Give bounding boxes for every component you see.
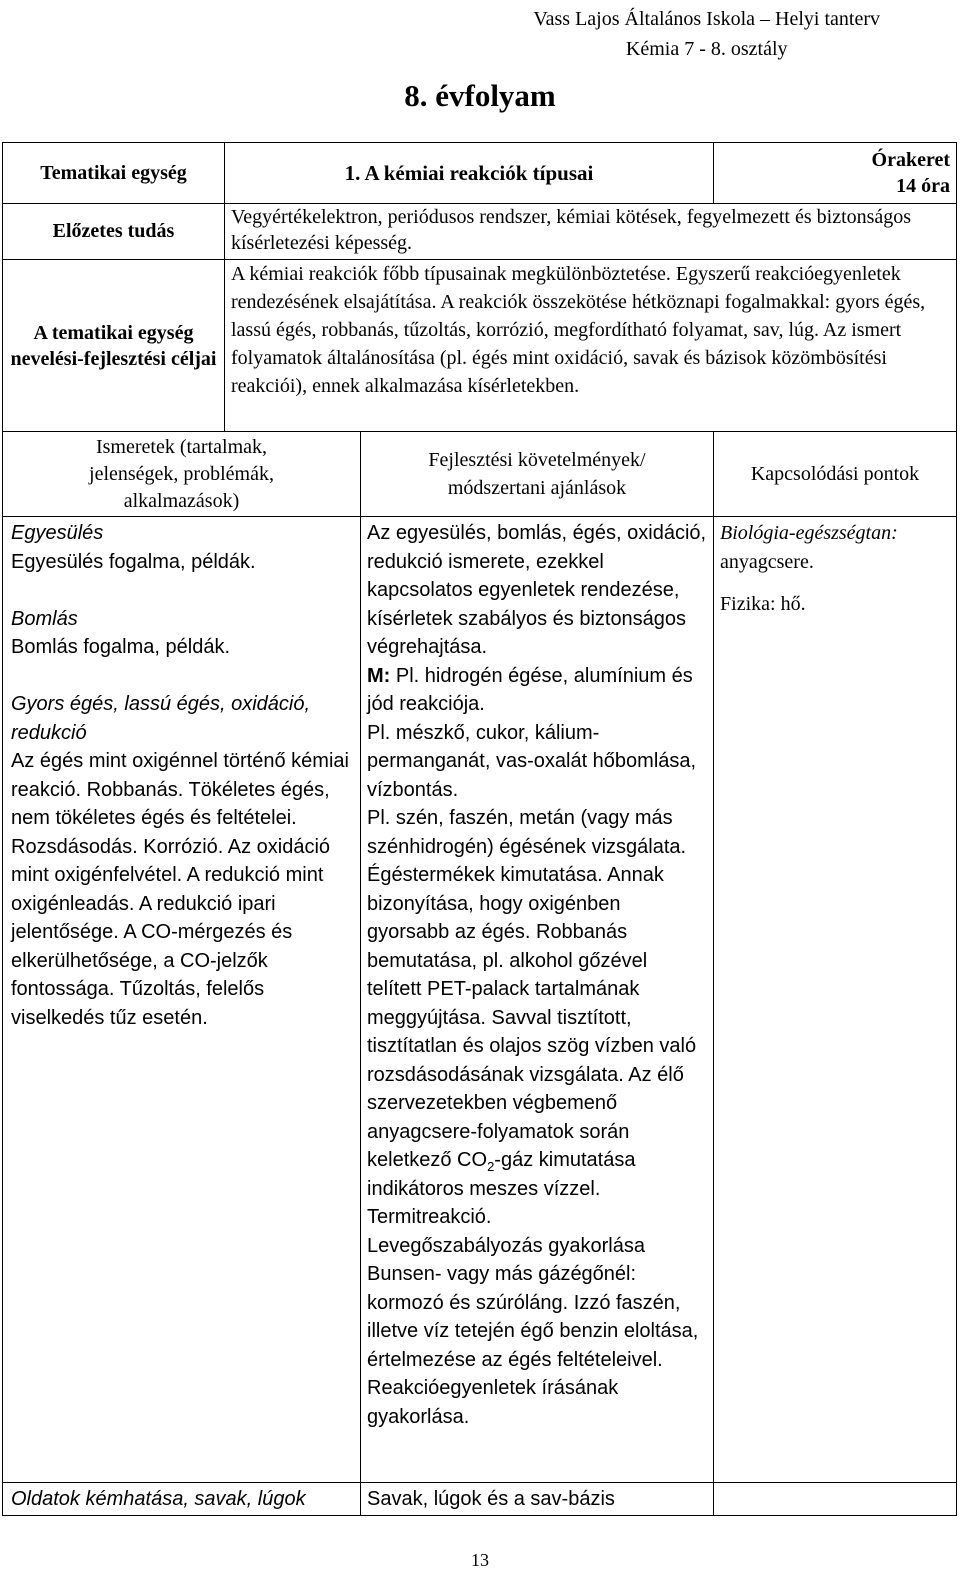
co2-subscript: 2 — [487, 1159, 495, 1174]
development-p3-text: Pl. szén, faszén, metán (vagy más szénhidrogén) égésének vizsgálata. Égéstermékek kimutatása. Annak bizonyítása, hogy oxigénben gyorsabb az égés. Robbanás bemutatása, pl. alkohol gőzével telített PET-palack tartalmának meggyújtása. Savval tisztított, tisztítatlan és olajos szög vízben való rozsdásodásának vizsgálata. Az élő szervezetekben végbemenő anyagcsere-folyamatok során keletkező CO — [367, 807, 697, 1171]
connection-physics: Fizika: hő. — [720, 593, 806, 615]
section-text-combustion: Az égés mint oxigénnel történő kémiai reakció. Robbanás. Tökéletes égés, nem tökéletes égés és feltételei. Rozsdásodás. Korrózió. Az oxidáció mint oxigénfelvétel. A redukció mint oxigénleadás. A redukció ipari jelentősége. A CO-mérgezés és elkerülhetősége, a CO-jelzők fontossága. Tűzoltás, felelős viselkedés tűz esetén. — [11, 750, 349, 1029]
section-title-combustion: Gyors égés, lassú égés, oxidáció, redukció — [11, 693, 311, 744]
grade-title: 8. évfolyam — [404, 78, 556, 113]
document-header — [533, 4, 880, 64]
connection-biology-label: Biológia-egészségtan: — [720, 522, 898, 544]
method-label: M: — [367, 664, 391, 687]
section-text-decomposition: Bomlás fogalma, példák. — [11, 636, 231, 658]
page-number: 13 — [471, 1550, 489, 1570]
header-subject: Kémia 7 - 8. osztály — [625, 38, 788, 60]
development-p5: Levegőszabályozás gyakorlása Bunsen- vagy más gázégőnél: kormozó és szúróláng. Izzó faszén, illetve víz tetején égő benzin eloltása, értelmezése az égés feltételeivel. — [367, 1234, 699, 1371]
method-text: Pl. hidrogén égése, alumínium és jód reakciója. — [367, 664, 693, 715]
development-cell — [361, 517, 714, 1483]
unit-title: 1. A kémiai reakciók típusai — [225, 143, 714, 204]
connection-biology-text: anyagcsere. — [720, 550, 814, 573]
header-school: Vass Lajos Általános Iskola – Helyi tanterv — [533, 8, 880, 30]
development-p1: Az egyesülés, bomlás, égés, oxidáció, redukció ismerete, ezekkel kapcsolatos egyenletek rendezése, kísérletek szabályos és biztonságos végrehajtása. — [367, 522, 707, 658]
col-header-connections: Kapcsolódási pontok — [714, 432, 957, 517]
curriculum-table — [2, 142, 957, 1516]
last-row-development: Savak, lúgok és a sav-bázis — [361, 1483, 714, 1516]
section-title-combination: Egyesülés — [11, 522, 104, 544]
goals-label: A tematikai egység nevelési-fejlesztési céljai — [3, 260, 225, 432]
development-p3 — [367, 804, 707, 1203]
development-p3-end: -gáz kimutatása indikátoros meszes vízzel. — [367, 1149, 636, 1200]
development-p6: Reakcióegyenletek írásának gyakorlása. — [367, 1377, 619, 1428]
connections-cell — [714, 517, 957, 1483]
hours-value: 14 óra — [896, 175, 951, 197]
last-row-connections — [714, 1483, 957, 1516]
section-title-decomposition: Bomlás — [11, 607, 78, 630]
development-p2: Pl. mészkő, cukor, kálium-permanganát, vas-oxalát hőbomlása, vízbontás. — [367, 721, 697, 801]
content-cell — [3, 517, 361, 1483]
unit-label: Tematikai egység — [3, 143, 225, 204]
section-text-combination: Egyesülés fogalma, példák. — [11, 550, 256, 573]
prior-knowledge-text: Vegyértékelektron, periódusos rendszer, kémiai kötések, fegyelmezett és biztonságos kísérletezési képesség. — [225, 204, 957, 260]
col-header-development: Fejlesztési követelmények/ módszertani ajánlások — [361, 432, 714, 517]
hours-label: Órakeret — [871, 149, 951, 171]
goals-text: A kémiai reakciók főbb típusainak megkülönböztetése. Egyszerű reakcióegyenletek rendezésének elsajátítása. A reakciók összekötése hétköznapi fogalmakkal: gyors égés, lassú égés, robbanás, tűzoltás, korrózió, megfordítható folyamat, sav, lúg. Az ismert folyamatok általánosítása (pl. égés mint oxidáció, savak és bázisok közömbösítési reakciói), ennek alkalmazása kísérletekben. — [225, 260, 957, 432]
development-p4: Termitreakció. — [367, 1206, 492, 1228]
last-row-content: Oldatok kémhatása, savak, lúgok — [3, 1483, 361, 1516]
hours-cell — [714, 143, 957, 204]
development-m — [367, 662, 707, 719]
prior-knowledge-label: Előzetes tudás — [3, 204, 225, 260]
col-header-content: Ismeretek (tartalmak, jelenségek, problémák, alkalmazások) — [3, 432, 361, 517]
